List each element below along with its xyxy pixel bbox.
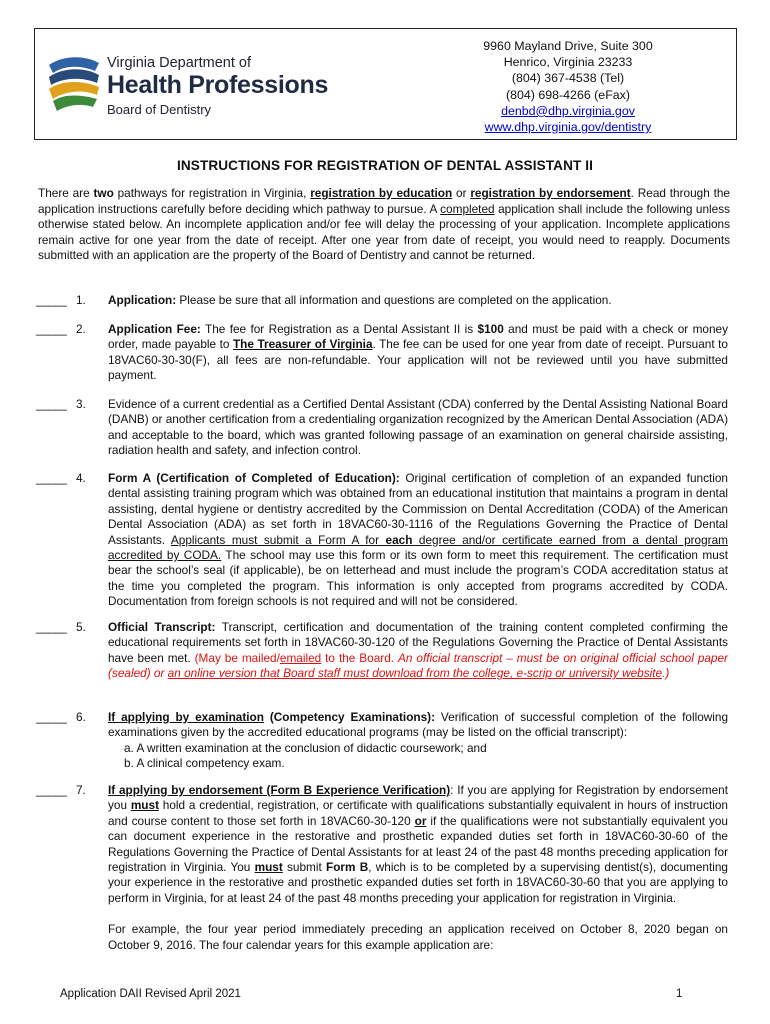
- logo-line-3: Board of Dentistry: [107, 102, 212, 117]
- item-text-underlined: Applicants must submit a Form A for: [170, 532, 386, 547]
- checkbox-blank[interactable]: _____: [36, 322, 67, 336]
- intro-completed: completed: [440, 201, 495, 216]
- item-label: Form A (Certification of Completed of Education):: [108, 471, 400, 485]
- checkbox-blank[interactable]: _____: [36, 783, 67, 797]
- item-label: Official Transcript:: [108, 620, 216, 634]
- phone-tel: (804) 367-4538 (Tel): [511, 71, 625, 86]
- item-body: Evidence of a current credential as a Certified Dental Assistant (CDA) conferred by the Dental Assisting National Board (DANB) or another certification from a credentialing organization recognized by the American Dental Association (ADA) and acceptable to the board, which was granted following passage of an examination on general chairside assisting, radiation health and safety, and infection control.: [108, 397, 728, 458]
- item-label: If applying by endorsement (Form B Experience Verification): [108, 783, 451, 797]
- intro-text: or: [452, 186, 471, 200]
- logo-line-2: Health Professions: [107, 71, 329, 99]
- payee: The Treasurer of Virginia: [232, 337, 373, 352]
- item-text: hold a credential, registration, or certificate with qualifications substantially equivalent in hours of instruction and course content to those set forth in 18VAC60-30-120: [108, 798, 728, 828]
- intro-two: two: [93, 186, 114, 200]
- item-body: [108, 620, 728, 682]
- transcript-note: An official transcript – must be on original official school paper (sealed) or: [108, 650, 728, 681]
- intro-text: There are: [38, 186, 94, 200]
- page-number: 1: [676, 988, 683, 1000]
- item-text: Please be sure that all information and questions are completed on the application.: [176, 293, 612, 307]
- item-text-underlined: degree and/or certificate earned from a dental program accredited by CODA.: [108, 532, 728, 563]
- checkbox-blank[interactable]: _____: [36, 710, 67, 724]
- item-number: 7.: [76, 783, 86, 797]
- item-text: The school may use this form or its own form to meet this requirement. The certification must bear the school’s seal (if applicable), be on letterhead and must include the program’s CODA accreditation status at the time you completed the program. This information is only accepted from programs accredited by CODA. Documentation from foreign schools is not required and will not be considered.: [108, 548, 728, 609]
- item-text: Verification of successful completion of the following examinations given by the accredited educational programs (may be listed on the official transcript):: [108, 710, 729, 740]
- pathway-endorsement: registration by endorsement: [470, 186, 631, 200]
- item-text: Transcript, certification and documentation of the training content completed confirming the educational requirements set forth in 18VAC60-30-120 of the Regulations Governing the Practice of Dental Assistants have been met.: [108, 620, 728, 665]
- website-link[interactable]: www.dhp.virginia.gov/dentistry: [484, 120, 652, 135]
- logo-line-1: Virginia Department of: [107, 55, 252, 71]
- item-number: 2.: [76, 322, 86, 336]
- item-body: [108, 710, 728, 772]
- mail-note: to the Board.: [321, 650, 398, 665]
- address-city: Henrico, Virginia 23233: [503, 55, 633, 70]
- intro-text: . Read through the application instructions carefully before deciding which pathway to pursue. A: [38, 186, 730, 216]
- item-body: [108, 293, 728, 308]
- item-number: 6.: [76, 710, 86, 724]
- email-link[interactable]: denbd@dhp.virginia.gov: [501, 103, 635, 118]
- item-text: if the qualifications were not substantially equivalent you can document experience in the restorative and prosthetic expanded duties set forth in 18VAC60-30-60 of the Regulations Governing the Practice of Dental Assistants for at least 24 of the past 48 months preceding application for registration in Virginia. You: [108, 813, 728, 875]
- address-block: [403, 38, 733, 135]
- item-number: 5.: [76, 620, 86, 634]
- intro-paragraph: [38, 186, 730, 264]
- mail-note-emailed: emailed: [279, 650, 322, 665]
- form-b: Form B: [326, 860, 369, 875]
- footer-revision: Application DAII Revised April 2021: [60, 988, 241, 1000]
- page-title: INSTRUCTIONS FOR REGISTRATION OF DENTAL ASSISTANT II: [176, 158, 594, 173]
- checkbox-blank[interactable]: _____: [36, 397, 67, 411]
- item-text: : If you are applying for Registration by endorsement you: [108, 783, 728, 813]
- item-label: (Competency Examinations):: [263, 710, 436, 724]
- item-text: Original certification of completion of an expanded function dental assisting training program which was obtained from an educational institution that maintains a program in dental assisting, dental hygiene or dentistry accredited by the Commission on Dental Accreditation (CODA) of the American Dental Association (ADA) as set forth in 18VAC60-30-1116 of the Regulations Governing the Practice of Dental Assistants.: [108, 471, 728, 547]
- dhp-logo: [45, 49, 345, 119]
- checkbox-blank[interactable]: _____: [36, 293, 67, 307]
- item-text: The fee for Registration as a Dental Assistant II is: [200, 322, 478, 336]
- mail-note: (May be mailed/: [194, 650, 280, 665]
- item-text: . The fee can be used for one year from date of receipt. Pursuant to 18VAC60-30-30(F), all fees are non-refundable. Your application will not be reviewed until you have submitted payment.: [108, 337, 728, 383]
- item-label: Application:: [108, 293, 177, 307]
- item-text: submit: [282, 860, 326, 875]
- item-body: [108, 322, 728, 384]
- item-must: must: [254, 860, 283, 875]
- item-number: 3.: [76, 397, 86, 411]
- phone-fax: (804) 698-4266 (eFax): [506, 87, 630, 102]
- checkbox-blank[interactable]: _____: [36, 620, 67, 634]
- item-must: must: [130, 798, 159, 813]
- item-number: 4.: [76, 471, 86, 485]
- item-label: Application Fee:: [108, 322, 201, 336]
- checkbox-blank[interactable]: _____: [36, 471, 67, 485]
- sub-item-a: a. A written examination at the conclusion of didactic coursework; and: [124, 740, 487, 755]
- dhp-logo-mark-icon: [45, 53, 103, 113]
- item-body: [108, 783, 728, 953]
- sub-item-b: b. A clinical competency exam.: [124, 756, 285, 771]
- item-body: [108, 471, 728, 610]
- fee-amount: $100: [477, 322, 504, 336]
- header-box: [34, 28, 737, 140]
- item-or: or: [414, 813, 427, 828]
- intro-text: application shall include the following unless otherwise stated below. An incomplete application and/or fee will delay the processing of your application. Incomplete applications remain active for one year from the date of receipt. After one year from date of receipt, you would need to reapply. Documents submitted with an application are the property of the Board of Dentistry and cannot be returned.: [38, 201, 730, 262]
- item-each: each: [385, 532, 413, 547]
- item-text: and must be paid with a check or money order, made payable to: [108, 322, 729, 352]
- pathway-education: registration by education: [310, 186, 453, 200]
- item-text: , which is to be completed by a supervising dentist(s), documenting your experience in the restorative and prosthetic expanded duties set forth in 18VAC60-30-60 that you are applying to perform in Virginia, for at least 24 of the past 48 months preceding your application for registration in Virginia.: [108, 860, 728, 905]
- example-paragraph: For example, the four year period immediately preceding an application received on October 8, 2020 began on October 9, 2016. The four calendar years for this example application are:: [108, 922, 728, 952]
- intro-text: pathways for registration in Virginia,: [113, 186, 311, 200]
- item-number: 1.: [76, 293, 86, 307]
- transcript-note-online: an online version that Board staff must download from the college, e-scrip or university website: [167, 666, 663, 681]
- address-street: 9960 Mayland Drive, Suite 300: [483, 39, 653, 53]
- transcript-note-end: .): [662, 666, 670, 681]
- item-label: If applying by examination: [108, 710, 264, 724]
